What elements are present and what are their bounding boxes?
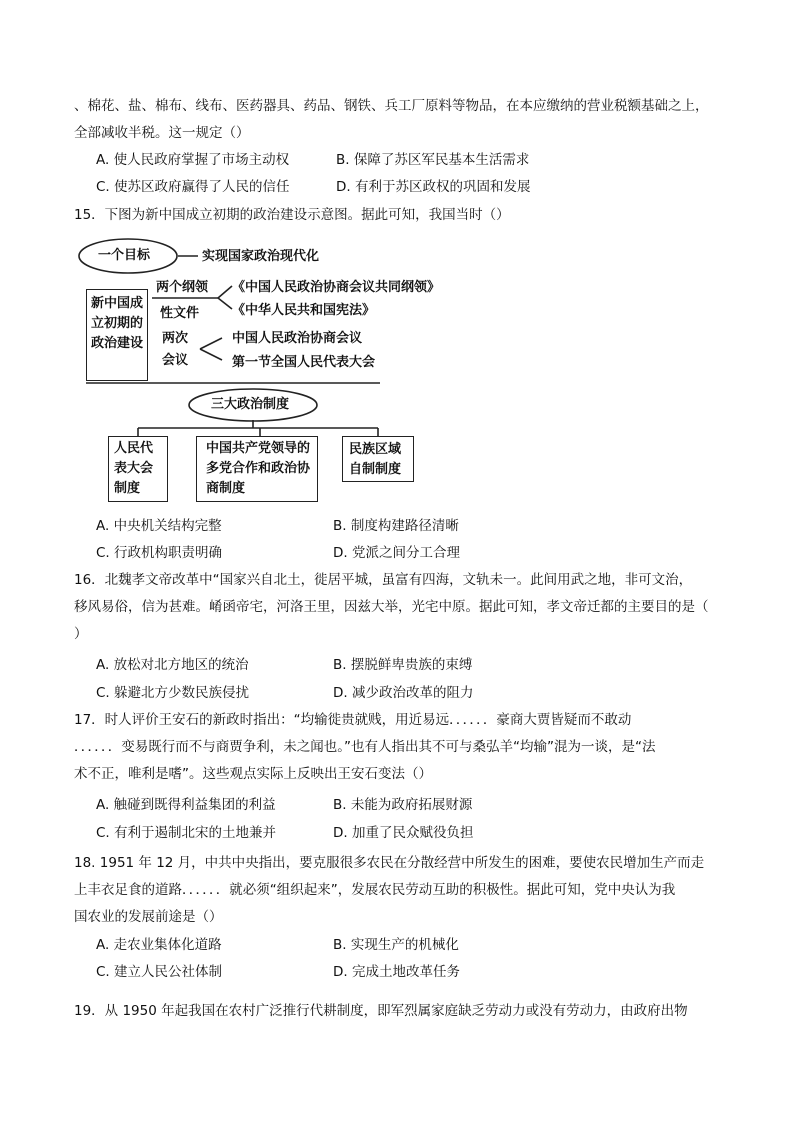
q16-line2: 移风易俗，信为甚难。崤函帝宅，河洛王里，因兹大举，光宅中原。据此可知，孝文帝迁都的主要目的是（: [74, 599, 709, 615]
q17-line2: ．．．．．．变易既行而不与商贾争利，未之闻也。”也有人指出其不可与桑弘羊“均输”混为一谈，是“法: [74, 739, 656, 755]
q18-option-a: A. 走农业集体化道路: [96, 937, 222, 953]
q18-option-c: C. 建立人民公社体制: [96, 964, 223, 980]
label-meeting: 会议: [162, 353, 189, 368]
label-two: 两次: [162, 331, 189, 346]
q19-line1: 19．从 1950 年起我国在农村广泛推行代耕制度，即军烈属家庭缺乏劳动力或没有劳动力，由政府出物: [74, 1003, 688, 1019]
label-outlines: 两个纲领: [156, 280, 209, 295]
q16-option-d: D. 减少政治改革的阻力: [333, 685, 474, 701]
q15-option-d: D. 党派之间分工合理: [333, 545, 460, 561]
system-box-2: 中国共产党领导的多党合作和政治协商制度: [196, 436, 318, 502]
q14-option-a: A. 使人民政府掌握了市场主动权: [96, 152, 290, 168]
q14-text-line2: 全部减收半税。这一规定（）: [74, 125, 250, 141]
q14-option-c: C. 使苏区政府赢得了人民的信任: [96, 179, 290, 195]
system-box-1: 人民代表大会制度: [108, 436, 168, 502]
q17-line1: 17．时人评价王安石的新政时指出：“均输徙贵就贱，用近易远．．．．．．豪商大贾皆疑而不敢动: [74, 712, 632, 728]
q16-option-a: A. 放松对北方地区的统治: [96, 657, 249, 673]
q15-stem: 15．下图为新中国成立初期的政治建设示意图。据此可知，我国当时（）: [74, 207, 510, 223]
q16-option-c: C. 躲避北方少数民族侵扰: [96, 685, 250, 701]
q16-option-b: B. 摆脱鲜卑贵族的束缚: [333, 657, 473, 673]
outline-1: 《中国人民政治协商会议共同纲领》: [232, 280, 441, 295]
goal-oval-label: 一个目标: [98, 248, 151, 263]
label-nature: 性文件: [160, 306, 200, 321]
q16-line1: 16．北魏孝文帝改革中“国家兴自北土，徙居平城，虽富有四海，文轨未一。此间用武之地，非可文治，: [74, 572, 693, 588]
system-box-3: 民族区域自制制度: [342, 436, 414, 482]
goal-text: 实现国家政治现代化: [202, 249, 320, 264]
q14-text-line1: 、棉花、盐、棉布、线布、医药器具、药品、钢铁、兵工厂原料等物品，在本应缴纳的营业税额基础之上，: [74, 98, 709, 114]
q14-option-d: D. 有利于苏区政权的巩固和发展: [336, 179, 531, 195]
q15-option-a: A. 中央机关结构完整: [96, 518, 222, 534]
q17-line3: 术不正，唯利是嗜”。这些观点实际上反映出王安石变法（）: [74, 766, 432, 782]
meeting-2: 第一节全国人民代表大会: [232, 355, 376, 370]
q18-line2: 上丰衣足食的道路．．．．．．就必须“组织起来”，发展农民劳动互助的积极性。据此可知，党中央认为我: [74, 882, 676, 898]
q15-option-c: C. 行政机构职责明确: [96, 545, 223, 561]
q18-option-b: B. 实现生产的机械化: [333, 937, 459, 953]
main-box: 新中国成立初期的政治建设: [86, 289, 148, 381]
q18-option-d: D. 完成土地改革任务: [333, 964, 460, 980]
q16-line3: ）: [74, 626, 88, 642]
q14-option-b: B. 保障了苏区军民基本生活需求: [336, 152, 530, 168]
q17-option-a: A. 触碰到既得利益集团的利益: [96, 797, 276, 813]
q17-option-b: B. 未能为政府拓展财源: [333, 797, 473, 813]
meeting-1: 中国人民政治协商会议: [232, 331, 363, 346]
q17-option-c: C. 有利于遏制北宋的土地兼并: [96, 825, 277, 841]
systems-oval-label: 三大政治制度: [211, 397, 290, 412]
q17-option-d: D. 加重了民众赋役负担: [333, 825, 474, 841]
q18-line3: 国农业的发展前途是（）: [74, 909, 223, 925]
outline-2: 《中华人民共和国宪法》: [232, 303, 376, 318]
q15-option-b: B. 制度构建路径清晰: [333, 518, 459, 534]
q18-line1: 18. 1951 年 12 月，中共中央指出，要克服很多农民在分散经营中所发生的困难，要使农民增加生产而走: [74, 855, 705, 871]
